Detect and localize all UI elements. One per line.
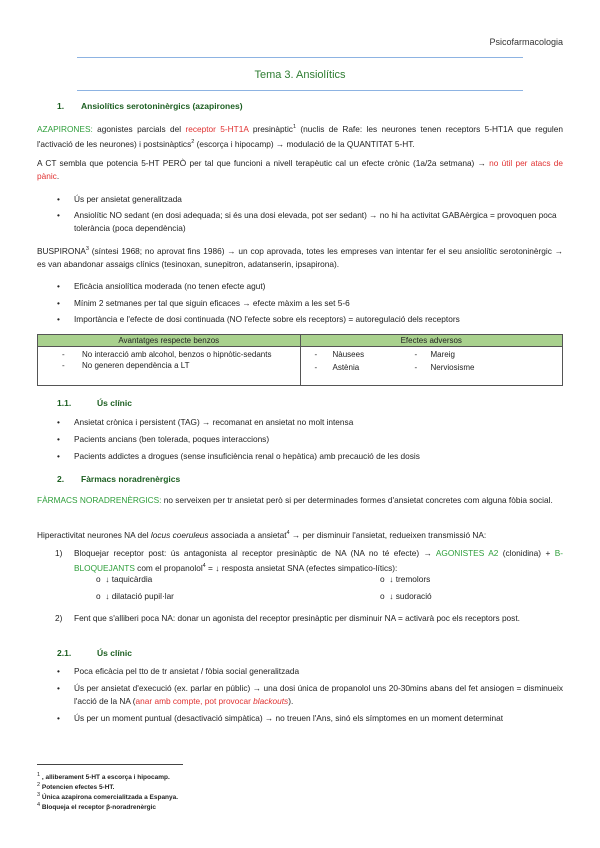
paragraph-azapirones: AZAPIRONES: agonistes parcials del receptor 5-HT1A presinàptic$^1$ (nuclis de Rafe: les neurones tenen receptors 5-HT1A que regulen l'activació de les neurones) i postsinàptics$^2$ (escorça i hipocamp) → modulació de la QUANTITAT 5-HT. <box>37 123 563 149</box>
bullet-1: • Ús per ansietat generalitzada <box>74 193 544 206</box>
item-1-number: 1) <box>55 548 63 558</box>
adverse-item: Nàusees <box>332 350 365 359</box>
comparison-table: Avantatges respecte benzos Efectes adversos - No interacció amb alcohol, benzos o hipnòtic-sedants - No generen dependència a LT - Nàusees - Mareig - Astènia - Nerviosisme <box>37 334 563 386</box>
advantage-item: - No generen dependència a LT <box>62 361 190 370</box>
section-1-heading: 1. Ansiolítics serotoninèrgics (azapirones) <box>57 101 243 111</box>
bullet-11: • Ús per un moment puntual (desactivació simpàtica) → no treuen l'Ans, sinó els símptomes en un moment determinat <box>74 712 563 725</box>
effect-item: o ↓ dilatació pupil·lar <box>96 591 174 601</box>
footnote-rule <box>37 764 183 765</box>
adverse-item: Mareig <box>430 350 455 359</box>
effect-item: o ↓ taquicàrdia <box>96 574 153 584</box>
table-head-adverse: Efectes adversos <box>300 335 563 347</box>
item-2-number: 2) <box>55 613 63 623</box>
footnote-2: $^2$ Potencien efectes 5-HT. <box>37 782 115 792</box>
paragraph-hyperactivity: Hiperactivitat neurones NA del locus coeruleus associada a ansietat$^4$ → per disminuir l'ansietat, redueixen transmissió NA: <box>37 529 487 540</box>
paragraph-ct: A CT sembla que potencia 5-HT PERÒ per tal que funcioni a nivell terapèutic cal un efecte crònic (1a/2a setmana) → no útil per atacs de pànic. <box>37 158 564 181</box>
footnote-1: $^1$ , alliberament 5-HT a escorça i hipocamp. <box>37 772 170 782</box>
bullet-3: • Eficàcia ansiolítica moderada (no tenen efecte agut) <box>74 280 544 293</box>
effect-item: o ↓ tremolors <box>380 574 431 584</box>
bullet-4: • Mínim 2 setmanes per tal que siguin eficaces → efecte màxim a les set 5-6 <box>74 297 544 310</box>
section-2-1-heading: 2.1. Ús clínic <box>57 648 132 658</box>
bullet-6: • Ansietat crònica i persistent (TAG) → recomanat en ansietat no molt intensa <box>74 416 544 429</box>
table-head-advantages: Avantatges respecte benzos <box>38 335 301 347</box>
bullet-10: • Ús per ansietat d'execució (ex. parlar en públic) → una dosi única de propanolol uns 20-30mins abans del fet ansiogen = disminueix l'acció de la NA (anar amb compte, pot provocar blackouts). <box>74 682 563 708</box>
bullet-9: • Poca eficàcia pel tto de tr ansietat / fòbia social generalitzada <box>74 665 544 678</box>
footnote-3: $^3$ Única azapirona comercialitzada a Espanya. <box>37 792 179 802</box>
section-2-heading: 2. Fàrmacs noradrenèrgics <box>57 474 181 484</box>
page-title: Tema 3. Ansiolítics <box>254 69 346 81</box>
bullet-7: • Pacients ancians (ben tolerada, poques interaccions) <box>74 433 544 446</box>
bullet-5: • Importància e l'efecte de dosi continuada (NO l'efecte sobre els receptors) = autoregulació dels receptors <box>74 313 563 326</box>
section-1-1-heading: 1.1. Ús clínic <box>57 398 132 408</box>
item-1-text: Bloquejar receptor post: ús antagonista al receptor presinàptic de NA (NA no té efecte) → AGONISTES A2 (clonidina) + B-BLOQUEJANTS com el propanolol$^4$ = ↓ resposta ansietat SNA (efectes simpatico-lítics): <box>74 548 563 573</box>
item-2-text: Fent que s'alliberi poca NA: donar un agonista del receptor presinàptic per disminuir NA = activarà poc els receptors post. <box>74 613 520 623</box>
adverse-item: Astènia <box>332 363 360 372</box>
paragraph-buspirona: BUSPIRONA$^3$ (síntesi 1968; no aprovat fins 1986) → un cop aprovada, totes les empreses van intentar fer el seu ansiolític serotoninèrgic → es van abandonar assaigs clínics (tesinoxan, sunepitron, adatanserin, ipsapirona). <box>37 245 563 269</box>
header-course: Psicofarmacologia <box>489 37 563 47</box>
title-rule-top <box>77 57 523 58</box>
advantage-item: - No interacció amb alcohol, benzos o hipnòtic-sedants <box>62 350 272 359</box>
footnote-4: $^4$ Bloqueja el receptor β-noradrenèrgic <box>37 802 157 812</box>
bullet-8: • Pacients addictes a drogues (sense insuficiència renal o hepàtica) amb precaució de les dosis <box>74 450 544 463</box>
bullet-2: • Ansiolític NO sedant (en dosi adequada; si és una dosi elevada, pot ser sedant) → no hi ha activitat GABAèrgica = provoquen poca tolerància (poca dependència) <box>74 209 563 235</box>
effect-item: o ↓ sudoració <box>380 591 432 601</box>
paragraph-noradrenergic: FÀRMACS NORADRENÈRGICS: no serveixen per tr ansietat però si per determinades formes d'ansietat concretes com alguna fòbia social. <box>37 495 553 505</box>
title-rule-bottom <box>77 90 523 91</box>
adverse-item: Nerviosisme <box>430 363 475 372</box>
